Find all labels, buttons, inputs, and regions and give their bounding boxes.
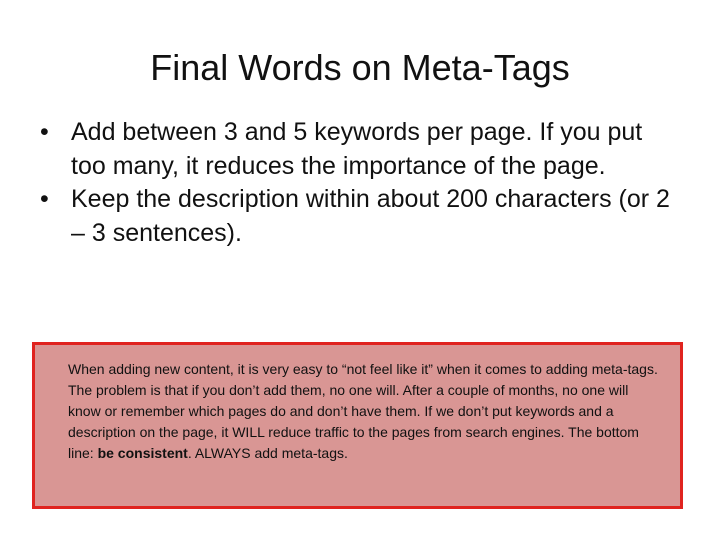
bullet-list xyxy=(40,116,680,250)
callout-emphasis: be consistent xyxy=(97,445,188,461)
callout-box xyxy=(32,342,683,509)
callout-text xyxy=(68,359,660,464)
callout-text-end: . ALWAYS add meta-tags. xyxy=(187,445,348,461)
bullet-icon: • xyxy=(40,185,49,213)
slide-title: Final Words on Meta-Tags xyxy=(150,47,570,88)
bullet-text: Keep the description within about 200 characters (or 2 – 3 sentences). xyxy=(71,185,670,247)
bullet-item-description xyxy=(40,183,680,250)
bullet-item-keywords xyxy=(40,116,680,183)
callout-text-main: When adding new content, it is very easy to “not feel like it” when it comes to adding meta-tags. The problem is that if you don’t add them, no one will. After a couple of months, no one will know or remember which pages do and don’t have them. If we don’t put keywords and a description on the page, it WILL reduce traffic to the pages from search engines. The bottom line: xyxy=(68,361,658,461)
bullet-icon: • xyxy=(40,118,49,146)
bullet-text: Add between 3 and 5 keywords per page. If you put too many, it reduces the importance of the page. xyxy=(71,118,643,180)
